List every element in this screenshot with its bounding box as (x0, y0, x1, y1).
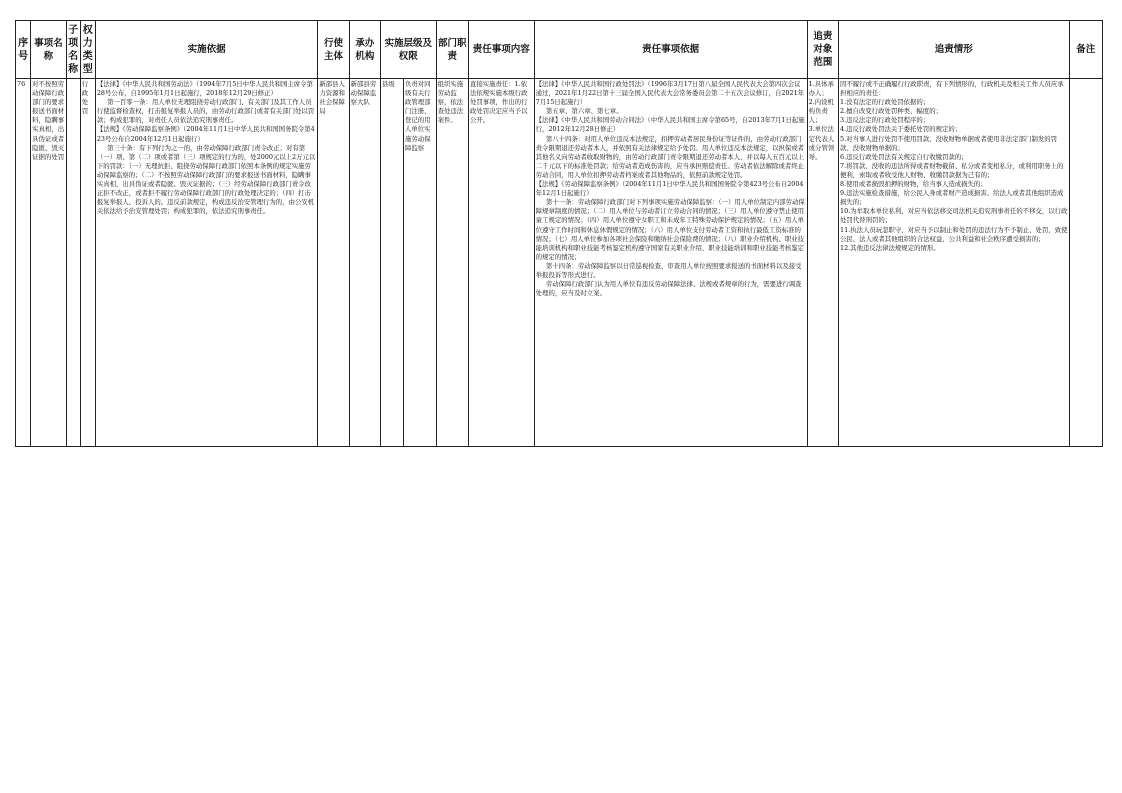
cell-level (381, 79, 437, 447)
level-text: 负责对同级有关行政管理部门注册、登记的用人单位实施劳动保障监察 (405, 80, 431, 152)
cell-agency: 新邵县劳动保障监察大队 (349, 79, 380, 447)
list-item: 7.将罚款、没收的违法所得或者财物截留、私分或者变相私分，或利用职务上的便利，索取或者收受他人财物、收缴罚款据为己有的； (840, 161, 1064, 179)
list-item: 2.擅自改变行政处罚种类、幅度的； (840, 107, 942, 116)
power-duty-table (15, 20, 1103, 447)
cell-dept-duty: 组织实施劳动监察，依法查处违法案件。 (436, 79, 468, 447)
list-item: 8.使用或者损毁扣押的财物，给当事人造成损失的； (840, 180, 987, 189)
resp-basis-reg-article11: 第十一条：劳动保障行政部门对下列事项实施劳动保障监察：（一）用人单位制定内部劳动保障规章制度的情况；（二）用人单位与劳动者订立劳动合同的情况；（三）用人单位遵守禁止使用童工规定的情况；（四）用人单位遵守女职工和未成年工特殊劳动保护规定的情况；（五）用人单位遵守工作时间和休息休假规定的情况；（六）用人单位支付劳动者工资和执行最低工资标准的情况；（七）用人单位参加各项社会保险和缴纳社会保险费的情况；（八）职业介绍机构、职业技能培训机构和职业技能考核鉴定机构遵守国家有关职业介绍、职业技能培训和职业技能考核鉴定的规定的情况； (535, 198, 805, 261)
cell-power-type: 行政处罚 (80, 79, 95, 447)
resp-basis-reg-article14-cont: 劳动保障行政部门认为用人单位有违反劳动保障法律、法规或者规章的行为，需要进行调查处理的，应当及时立案。 (535, 280, 802, 298)
header-level: 实施层级及权限 (381, 21, 437, 79)
basis-reg-article: 第三十条：有下列行为之一的，由劳动保障行政部门责令改正；对有第（一）项、第（二）项或者第（三）项规定的行为的，处2000元以上2万元以下的罚款：（一）无理抗拒、阻挠劳动保障行政部门依照本条例的规定实施劳动保障监察的；（二）不按照劳动保障行政部门的要求报送书面材料，隐瞒事实真相，出具伪证或者隐匿、毁灭证据的；（三）经劳动保障行政部门责令改正拒不改正，或者拒不履行劳动保障行政部门的行政处理决定的；（四）打击报复举报人、投诉人的。违反前款规定，构成违反治安管理行为的，由公安机关依法给予治安管理处罚；构成犯罪的，依法追究刑事责任。 (96, 143, 316, 216)
table-header (16, 21, 1103, 79)
cell-remark (1069, 79, 1102, 447)
list-item: 1.没有法定的行政处罚依据的； (840, 98, 930, 107)
basis-reg-title: 【法规】《劳动保障监察条例》（2004年11月1日中华人民共和国国务院令第423号公布自2004年12月1日起施行） (96, 125, 315, 143)
resp-basis-law1-article: 第五章、第六章、第七章。 (545, 107, 623, 116)
basis-law-article: 第一百零一条：用人单位无理阻挠劳动行政部门、有关部门及其工作人员行使监督检查权，打击报复举报人员的，由劳动行政部门或者有关部门处以罚款；构成犯罪的，对责任人员依法追究刑事责任。 (96, 98, 315, 125)
list-item: 9.违法实施检查措施，给公民人身或者财产造成损害、给法人或者其他组织造成损失的； (840, 189, 1064, 207)
header-resp-content: 责任事项内容 (468, 21, 534, 79)
header-row (16, 21, 1103, 79)
header-agency: 承办机构 (349, 21, 380, 79)
list-item: 6.违反行政处罚法有关规定自行收缴罚款的； (840, 152, 968, 161)
header-seq: 序号 (16, 21, 31, 79)
list-item: 1.具体承办人； (808, 80, 834, 98)
resp-basis-law1-title: 【法律】《中华人民共和国行政处罚法》（1996年3月17日第八届全国人民代表大会第四次会议通过，2021年1月22日第十三届全国人民代表大会常务委员会第二十五次会议修订，自2021年7月15日起施行） (535, 80, 805, 107)
table-row (16, 79, 1103, 447)
cell-resp-basis (534, 79, 807, 447)
header-resp-basis: 责任事项依据 (534, 21, 807, 79)
cell-resp-content: 直接实施责任：1.依法依规实施本级行政处罚事项，作出的行政处罚决定应当予以公开。 (468, 79, 534, 447)
list-item: 3.单位法定代表人或分管领导。 (808, 125, 835, 161)
duty-list-sheet (15, 20, 1103, 447)
resp-basis-law2-title: 【法律】《中华人民共和国劳动合同法》（中华人民共和国主席令第65号，自2013年7月1日起施行，2012年12月28日修正） (535, 116, 805, 134)
list-item: 2.内设机构负责人； (808, 98, 834, 125)
list-item: 11.执法人员玩忽职守，对应当予以制止和处罚的违法行为不予制止、处罚，致使公民、法人或者其他组织的合法权益、公共利益和社会秩序遭受损害的； (840, 225, 1068, 243)
cell-item-name: 对不按照劳动保障行政部门的要求报送书面材料，隐瞒事实真相，出具伪证或者隐匿、毁灭证据的处罚 (31, 79, 66, 447)
list-item: 因不履行或不正确履行行政职责，有下列情形的，行政机关及相关工作人员应承担相应的责任： (840, 80, 1064, 98)
header-situations: 追责情形 (839, 21, 1070, 79)
cell-situations (839, 79, 1070, 447)
header-power-type: 权力类型 (80, 21, 95, 79)
list-item: 10.为牟取本单位私利，对应当依法移交司法机关追究刑事责任的不移交，以行政处罚代替刑罚的； (840, 207, 1068, 225)
cell-sub-item (66, 79, 80, 447)
header-remark: 备注 (1069, 21, 1102, 79)
cell-subject: 新邵县人力资源和社会保障局 (318, 79, 349, 447)
cell-scope (807, 79, 838, 447)
level-label: 县级 (381, 79, 404, 446)
list-item: 12.其他违反法律法规规定的情形。 (840, 243, 940, 252)
resp-basis-reg-title: 【法规】《劳动保障监察条例》（2004年11月1日中华人民共和国国务院令第423号公布自2004年12月1日起施行） (535, 180, 804, 198)
cell-seq: 76 (16, 79, 31, 447)
header-basis: 实施依据 (95, 21, 317, 79)
list-item: 4.违反行政处罚法关于委托处罚的规定的； (840, 125, 962, 134)
list-item: 5.对当事人进行处罚不使用罚款、没收财物单据或者使用非法定部门制发的罚款、没收财物单据的； (840, 134, 1058, 152)
header-subject: 行使主体 (318, 21, 349, 79)
basis-law-title: 【法律】《中华人民共和国劳动法》（1994年7月5日中华人民共和国主席令第28号公布，自1995年1月1日起施行，2018年12月29日修正） (96, 80, 313, 98)
header-sub-item: 子项名称 (66, 21, 80, 79)
list-item: 3.违反法定的行政处罚程序的； (840, 116, 930, 125)
cell-basis (95, 79, 317, 447)
header-dept-duty: 部门职责 (436, 21, 468, 79)
header-scope: 追责对象范围 (807, 21, 838, 79)
header-item-name: 事项名称 (31, 21, 66, 79)
resp-basis-law2-article: 第八十四条：对用人单位违反本法规定，扣押劳动者居民身份证等证件的，由劳动行政部门责令限期退还劳动者本人，并依照有关法律规定给予处罚。用人单位违反本法规定，以担保或者其他名义向劳动者收取财物的，由劳动行政部门责令限期退还劳动者本人，并以每人五百元以上二千元以下的标准处罚款；给劳动者造成伤害的，应当承担赔偿责任。劳动者依法解除或者终止劳动合同，用人单位扣押劳动者档案或者其他物品的，依照前款规定处罚。 (535, 134, 805, 179)
resp-basis-reg-article14: 第十四条：劳动保障监察以日常巡视检查、审查用人单位按照要求报送的书面材料以及接受举报投诉等形式进行。 (535, 261, 802, 279)
